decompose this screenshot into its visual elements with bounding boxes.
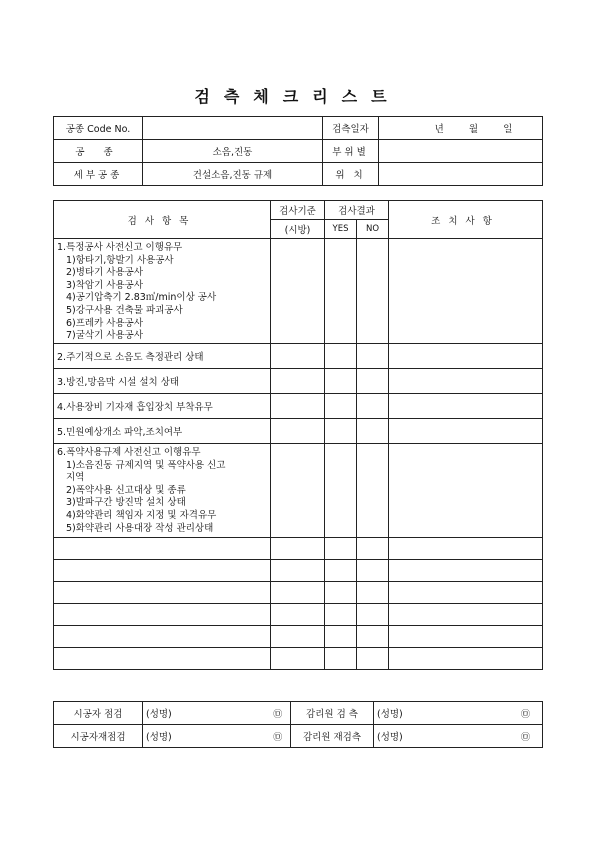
item-cell[interactable]	[54, 560, 271, 582]
item-1-sub: 7)굴삭기 사용공사	[66, 330, 144, 342]
no-cell[interactable]	[357, 239, 389, 344]
seal-icon: ㉤	[500, 702, 543, 725]
detail-field[interactable]: 건설소음,진동 규제	[143, 163, 323, 186]
yes-cell[interactable]	[325, 394, 357, 419]
item-2: 2.주기적으로 소음도 측정관리 상태	[54, 344, 271, 369]
no-cell[interactable]	[357, 538, 389, 560]
trade-field[interactable]: 소음,진동	[143, 140, 323, 163]
empty-row	[54, 582, 543, 604]
col-item-header: 검사항목	[54, 201, 271, 239]
col-no-header: NO	[357, 220, 389, 239]
no-cell[interactable]	[357, 369, 389, 394]
no-cell[interactable]	[357, 604, 389, 626]
item-6-title: 6.폭약사용규제 사전신고 이행유무	[57, 447, 201, 458]
action-cell[interactable]	[389, 369, 543, 394]
seal-icon: ㉤	[500, 725, 543, 748]
std-cell[interactable]	[271, 419, 325, 444]
supervisor-reinspect-label: 감리원 재검측	[291, 725, 374, 748]
item-1-sub: 1)항타기,항발기 사용공사	[66, 254, 174, 266]
action-cell[interactable]	[389, 648, 543, 670]
item-cell[interactable]	[54, 538, 271, 560]
date-month: 월	[468, 124, 479, 135]
detail-label: 세부공종	[54, 163, 143, 186]
std-cell[interactable]	[271, 444, 325, 538]
empty-row	[54, 538, 543, 560]
item-1-sub: 5)강구사용 건축물 파괴공사	[66, 304, 183, 316]
col-action-header: 조치사항	[389, 201, 543, 239]
no-cell[interactable]	[357, 626, 389, 648]
item-6-sub: 지역	[66, 472, 85, 484]
item-6-sub: 5)화약관리 사용대장 작성 관리상태	[66, 522, 214, 534]
item-1-sub: 4)공기압축기 2.83㎥/min이상 공사	[66, 292, 217, 304]
action-cell[interactable]	[389, 560, 543, 582]
no-cell[interactable]	[357, 648, 389, 670]
item-1-sub: 2)병타기 사용공사	[66, 267, 144, 279]
action-cell[interactable]	[389, 538, 543, 560]
seal-icon: ㉤	[266, 702, 291, 725]
std-cell[interactable]	[271, 538, 325, 560]
loc-label: 위 치	[323, 163, 379, 186]
action-cell[interactable]	[389, 239, 543, 344]
yes-cell[interactable]	[325, 648, 357, 670]
item-6-sub: 1)소음진동 규제지역 및 폭약사용 신고	[66, 459, 226, 471]
std-cell[interactable]	[271, 394, 325, 419]
trade-label: 공 종	[54, 140, 143, 163]
empty-row	[54, 626, 543, 648]
std-cell[interactable]	[271, 582, 325, 604]
no-cell[interactable]	[357, 560, 389, 582]
yes-cell[interactable]	[325, 419, 357, 444]
table-row	[54, 344, 543, 369]
seal-icon: ㉤	[266, 725, 291, 748]
date-day: 일	[503, 124, 513, 135]
supervisor-reinspect-name[interactable]: (성명)	[374, 725, 500, 748]
item-5: 5.민원예상개소 파악,조치여부	[54, 419, 271, 444]
table-row	[54, 369, 543, 394]
action-cell[interactable]	[389, 604, 543, 626]
date-field[interactable]	[379, 117, 543, 140]
yes-cell[interactable]	[325, 444, 357, 538]
col-result-header: 검사결과	[325, 201, 389, 220]
col-yes-header: YES	[325, 220, 357, 239]
part-label: 부위별	[323, 140, 379, 163]
yes-cell[interactable]	[325, 582, 357, 604]
yes-cell[interactable]	[325, 538, 357, 560]
action-cell[interactable]	[389, 344, 543, 369]
table-row	[54, 239, 543, 344]
action-cell[interactable]	[389, 626, 543, 648]
std-cell[interactable]	[271, 239, 325, 344]
supervisor-inspect-label: 감리원 검 측	[291, 702, 374, 725]
page-title: 검측체크리스트	[194, 87, 401, 106]
std-cell[interactable]	[271, 626, 325, 648]
supervisor-inspect-name[interactable]: (성명)	[374, 702, 500, 725]
empty-row	[54, 648, 543, 670]
action-cell[interactable]	[389, 394, 543, 419]
code-field[interactable]	[143, 117, 323, 140]
yes-cell[interactable]	[325, 344, 357, 369]
item-cell[interactable]	[54, 582, 271, 604]
std-cell[interactable]	[271, 604, 325, 626]
loc-field[interactable]	[379, 163, 543, 186]
yes-cell[interactable]	[325, 604, 357, 626]
inspection-table	[53, 200, 543, 670]
signature-table	[53, 701, 543, 748]
action-cell[interactable]	[389, 444, 543, 538]
no-cell[interactable]	[357, 444, 389, 538]
no-cell[interactable]	[357, 419, 389, 444]
yes-cell[interactable]	[325, 239, 357, 344]
col-std-sub: (시방)	[271, 220, 325, 239]
item-6-sub: 2)폭약사용 신고대상 및 종류	[66, 484, 186, 496]
header-table	[53, 116, 543, 186]
no-cell[interactable]	[357, 582, 389, 604]
col-std-header: 검사기준	[271, 201, 325, 220]
item-6	[54, 444, 271, 538]
yes-cell[interactable]	[325, 369, 357, 394]
action-cell[interactable]	[389, 582, 543, 604]
item-cell[interactable]	[54, 626, 271, 648]
item-4: 4.사용장비 기자재 흡입장치 부착유무	[54, 394, 271, 419]
std-cell[interactable]	[271, 648, 325, 670]
contractor-recheck-name[interactable]: (성명)	[143, 725, 266, 748]
contractor-check-name[interactable]: (성명)	[143, 702, 266, 725]
no-cell[interactable]	[357, 344, 389, 369]
date-label: 검측일자	[323, 117, 379, 140]
item-cell[interactable]	[54, 604, 271, 626]
item-3: 3.방진,망음막 시설 설치 상태	[54, 369, 271, 394]
date-year: 년	[434, 124, 444, 135]
empty-row	[54, 604, 543, 626]
item-1	[54, 239, 271, 344]
code-label: 공종 Code No.	[54, 117, 143, 140]
contractor-check-label: 시공자 점검	[54, 702, 143, 725]
std-cell[interactable]	[271, 560, 325, 582]
item-6-sub: 4)화약관리 책임자 지정 및 자격유무	[66, 509, 217, 521]
item-cell[interactable]	[54, 648, 271, 670]
table-row	[54, 444, 543, 538]
item-6-sub: 3)발파구간 방진막 설치 상태	[66, 497, 186, 509]
no-cell[interactable]	[357, 394, 389, 419]
action-cell[interactable]	[389, 419, 543, 444]
std-cell[interactable]	[271, 369, 325, 394]
empty-row	[54, 560, 543, 582]
yes-cell[interactable]	[325, 560, 357, 582]
part-field[interactable]	[379, 140, 543, 163]
item-1-title: 1.특정공사 사전신고 이행유무	[57, 242, 183, 253]
yes-cell[interactable]	[325, 626, 357, 648]
item-1-sub: 6)프레카 사용공사	[66, 317, 144, 329]
table-row	[54, 419, 543, 444]
std-cell[interactable]	[271, 344, 325, 369]
contractor-recheck-label: 시공자재점검	[54, 725, 143, 748]
item-1-sub: 3)착암기 사용공사	[66, 279, 144, 291]
table-row	[54, 394, 543, 419]
